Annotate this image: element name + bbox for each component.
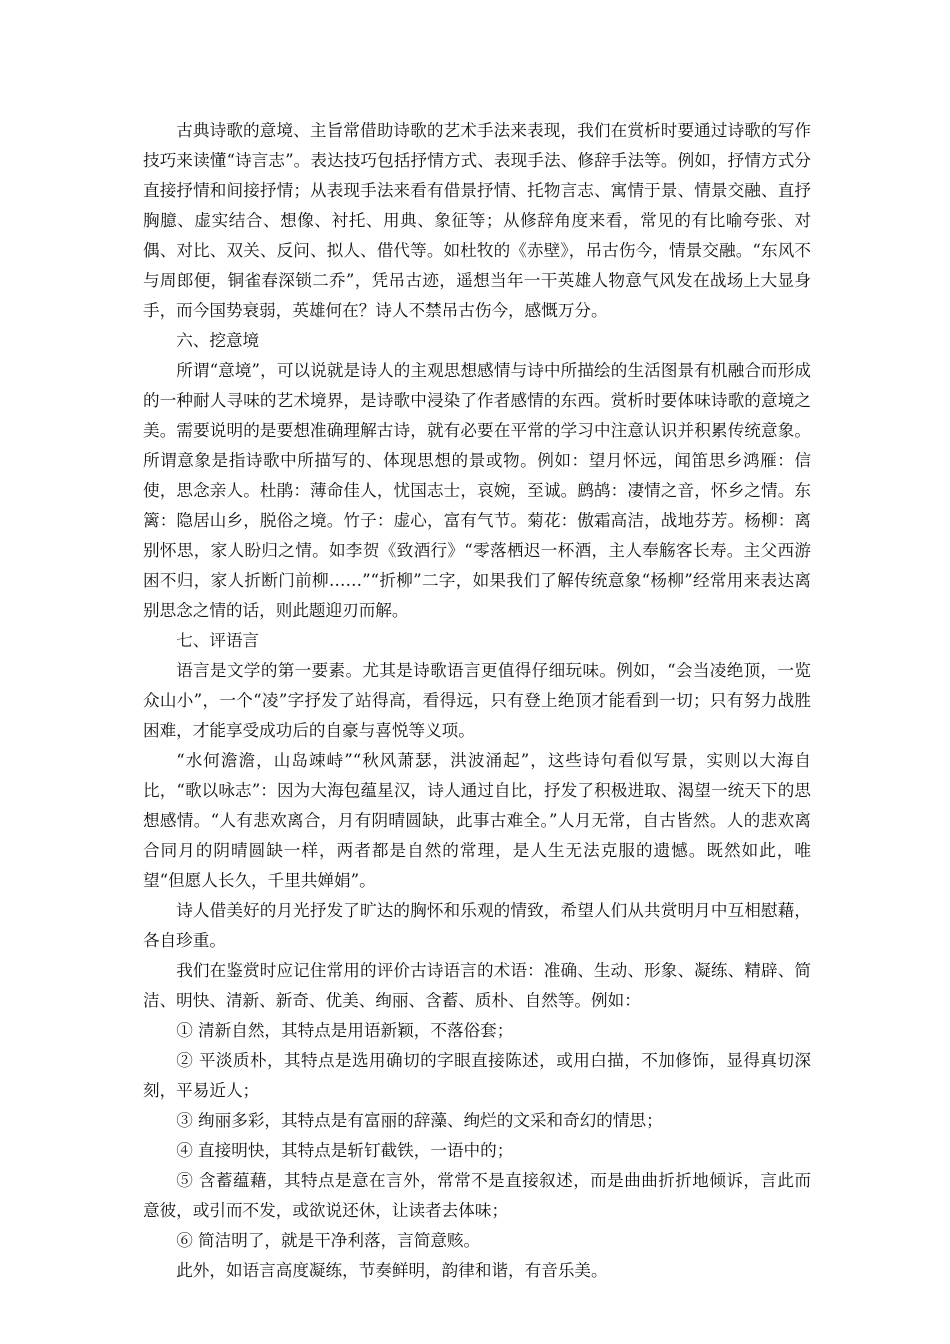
paragraph-language-intro: 语言是文学的第一要素。尤其是诗歌语言更值得仔细玩味。例如，“会当凌绝顶，一览众山小”，一个“凌”字抒发了站得高，看得远，只有登上绝顶才能看到一切；只有努力战胜困难，才能享受成功后的自豪与喜悦等义项。: [143, 661, 811, 740]
list-item-4: ④ 直接明快，其特点是斩钉截铁，一语中的；: [176, 1141, 514, 1160]
list-item-1: ① 清新自然，其特点是用语新颖，不落俗套；: [176, 1021, 514, 1040]
section-heading-6: 六、挖意境: [176, 331, 260, 350]
paragraph-terms: 我们在鉴赏时应记住常用的评价古诗语言的术语：准确、生动、形象、凝练、精辟、简洁、明快、清新、新奇、优美、绚丽、含蓄、质朴、自然等。例如：: [143, 961, 811, 1010]
list-item-2: ② 平淡质朴，其特点是选用确切的字眼直接陈述，或用白描，不加修饰，显得真切深刻，平易近人；: [143, 1051, 811, 1100]
section-heading-7: 七、评语言: [176, 631, 260, 650]
list-item-3: ③ 绚丽多彩，其特点是有富丽的辞藻、绚烂的文采和奇幻的情思；: [176, 1111, 663, 1130]
paragraph-yijing: 所谓“意境”，可以说就是诗人的主观思想感情与诗中所描绘的生活图景有机融合而形成的一种耐人寻味的艺术境界，是诗歌中浸染了作者感情的东西。赏析时要体味诗歌的意境之美。需要说明的是要想准确理解古诗，就有必要在平常的学习中注意认识并积累传统意象。所谓意象是指诗歌中所描写的、体现思想的景或物。例如：望月怀远，闻笛思乡鸿雁：信使，思念亲人。杜鹃：薄命佳人，忧国志士，哀婉，至诚。鹧鸪：凄情之音，怀乡之情。东篱：隐居山乡，脱俗之境。竹子：虚心，富有气节。菊花：傲霜高洁，战地芬芳。杨柳：离别怀思，家人盼归之情。如李贺《致酒行》“零落栖迟一杯酒，主人奉觞客长寿。主父西游困不归，家人折断门前柳……”“折柳”二字，如果我们了解传统意象“杨柳”经常用来表达离别思念之情的话，则此题迎刃而解。: [143, 361, 811, 620]
paragraph-intro-techniques: 古典诗歌的意境、主旨常借助诗歌的艺术手法来表现，我们在赏析时要通过诗歌的写作技巧来读懂“诗言志”。表达技巧包括抒情方式、表现手法、修辞手法等。例如，抒情方式分直接抒情和间接抒情；从表现手法来看有借景抒情、托物言志、寓情于景、情景交融、直抒胸臆、虚实结合、想像、衬托、用典、象征等；从修辞角度来看，常见的有比喻夸张、对偶、对比、双关、反问、拟人、借代等。如杜牧的《赤壁》，吊古伤今，情景交融。“东风不与周郎便，铜雀春深锁二乔”，凭吊古迹，遥想当年一干英雄人物意气风发在战场上大显身手，而今国势衰弱，英雄何在？诗人不禁吊古伤今，感慨万分。: [143, 121, 811, 320]
list-item-5: ⑤ 含蓄蕴藉，其特点是意在言外，常常不是直接叙述，而是曲曲折折地倾诉，言此而意彼，或引而不发，或欲说还休，让读者去体味；: [143, 1171, 811, 1220]
paragraph-closing: 此外，如语言高度凝练，节奏鲜明，韵律和谐，有音乐美。: [176, 1261, 608, 1280]
paragraph-language-examples: “水何澹澹，山岛竦峙”“秋风萧瑟，洪波涌起”，这些诗句看似写景，实则以大海自比，“歌以咏志”：因为大海包蕴星汉，诗人通过自比，抒发了积极进取、渴望一统天下的思想感情。“人有悲欢离合，月有阴晴圆缺，此事古难全。”人月无常，自古皆然。人的悲欢离合同月的阴晴圆缺一样，两者都是自然的常理，是人生无法克服的遗憾。既然如此，唯望“但愿人长久，千里共婵娟”。: [143, 751, 811, 890]
list-item-6: ⑥ 简洁明了，就是干净利落，言简意赅。: [176, 1231, 481, 1250]
document-page: [143, 116, 811, 1286]
paragraph-moonlight: 诗人借美好的月光抒发了旷达的胸怀和乐观的情致，希望人们从共赏明月中互相慰藉，各自珍重。: [143, 901, 811, 950]
